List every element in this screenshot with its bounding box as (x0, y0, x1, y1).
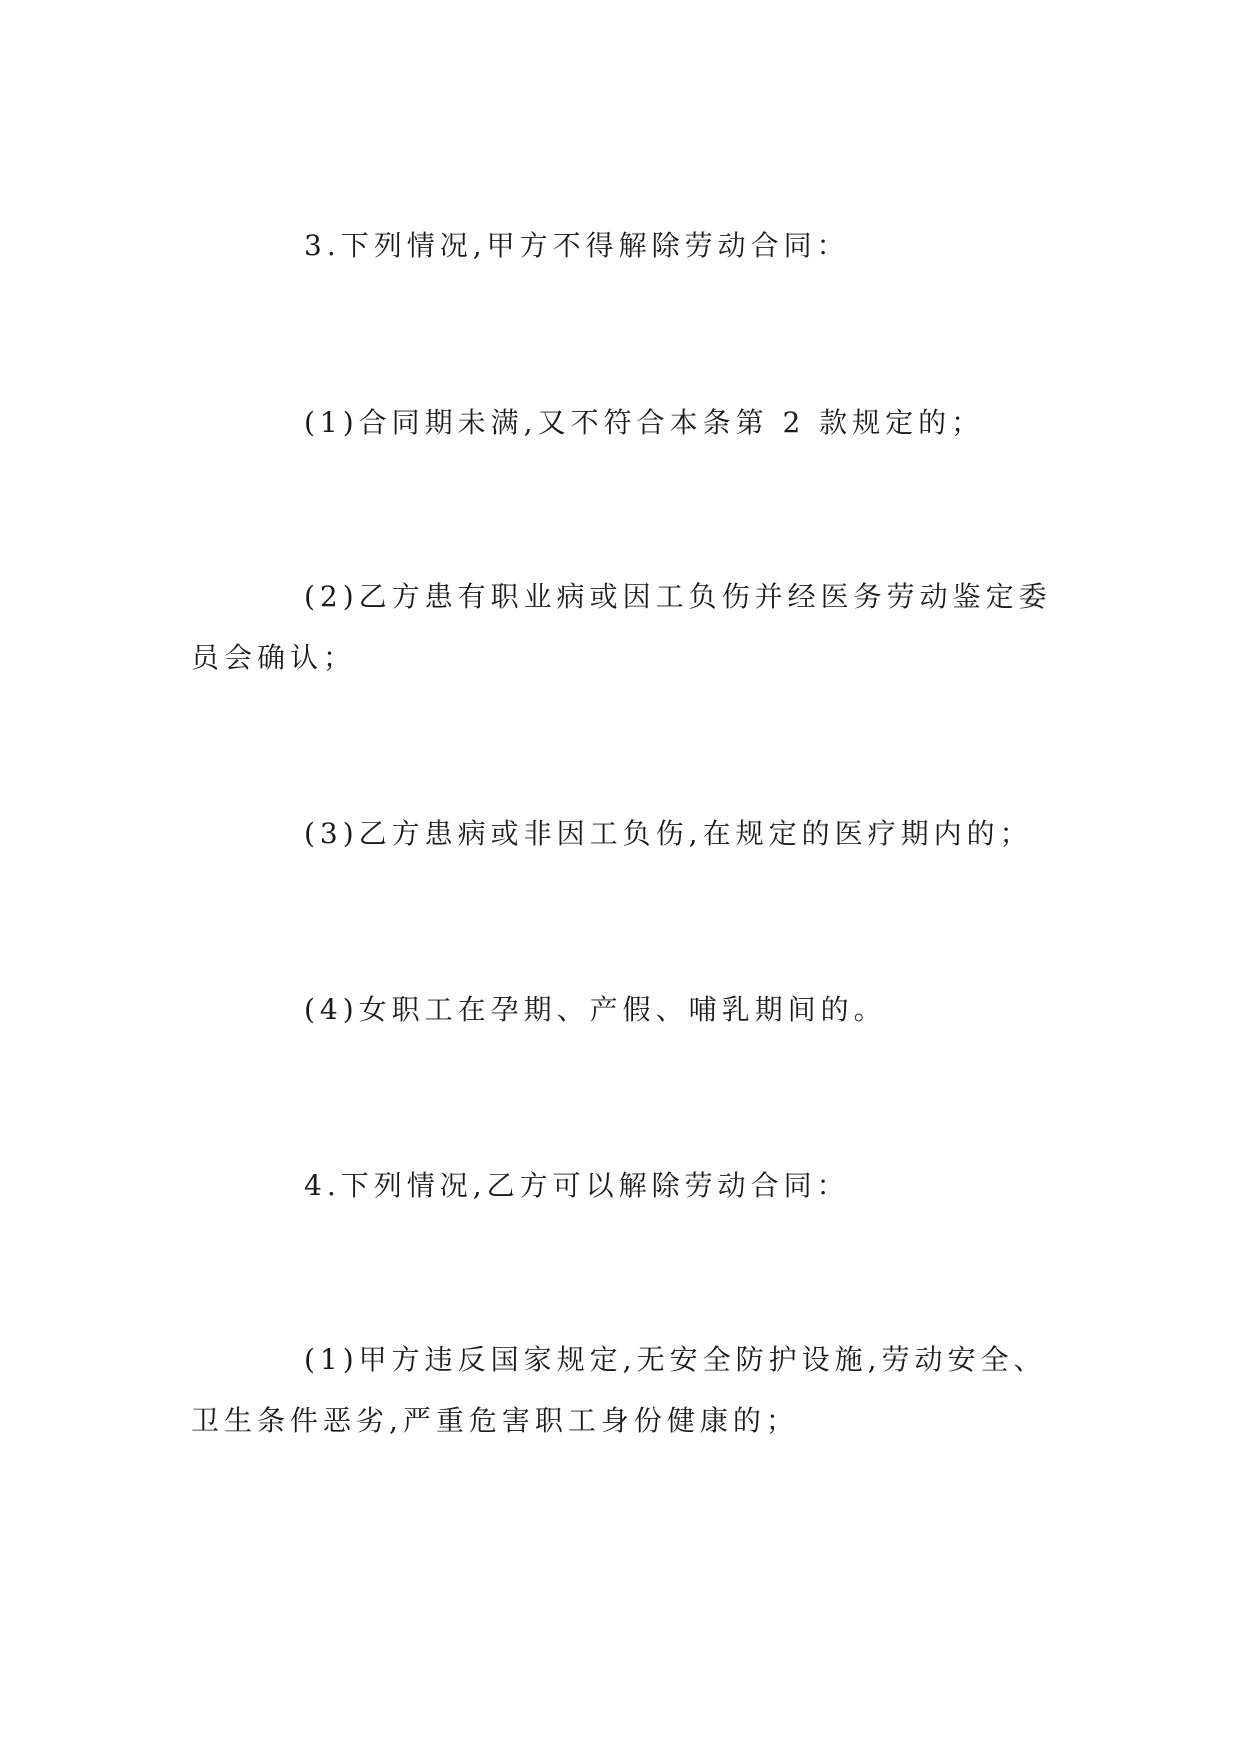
paragraph-clause-3-item-3 (191, 803, 1071, 864)
paragraph-clause-3 (191, 215, 1071, 276)
paragraph-line: (4)女职工在孕期、产假、哺乳期间的。 (304, 993, 887, 1026)
paragraph-line: (1)合同期未满,又不符合本条第 2 款规定的； (304, 406, 985, 439)
paragraph-line: (2)乙方患有职业病或因工负伤并经医务劳动鉴定委 (304, 580, 1052, 613)
paragraph-line: (3)乙方患病或非因工负伤,在规定的医疗期内的； (304, 817, 1033, 850)
paragraph-line: 卫生条件恶劣,严重危害职工身份健康的； (191, 1404, 799, 1437)
paragraph-clause-4 (191, 1155, 1071, 1216)
paragraph-clause-3-item-1 (191, 392, 1071, 453)
paragraph-line: (1)甲方违反国家规定,无安全防护设施,劳动安全、 (304, 1343, 1047, 1376)
paragraph-clause-3-item-4 (191, 979, 1071, 1040)
paragraph-clause-4-item-1 (191, 1329, 1071, 1451)
paragraph-line: 4.下列情况,乙方可以解除劳动合同： (304, 1169, 850, 1202)
paragraph-line: 3.下列情况,甲方不得解除劳动合同： (304, 229, 850, 262)
paragraph-line: 员会确认； (191, 641, 357, 674)
paragraph-clause-3-item-2 (191, 566, 1071, 688)
